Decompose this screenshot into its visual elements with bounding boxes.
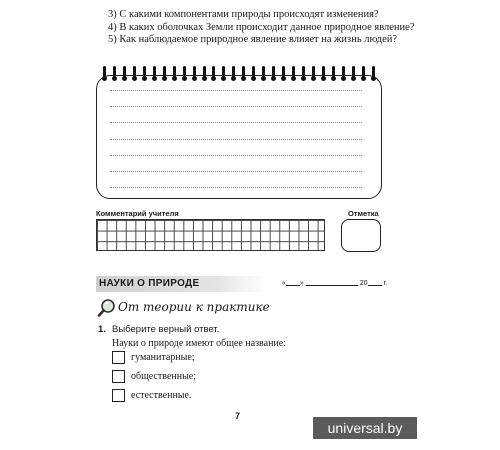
option-checkbox[interactable]: [112, 351, 125, 364]
date-month-blank[interactable]: [306, 285, 358, 286]
date-close-quote: »: [299, 280, 304, 287]
task-instruction: Выберите верный ответ.: [112, 324, 220, 335]
option-1[interactable]: [112, 351, 195, 364]
option-label: гуманитарные;: [131, 352, 195, 363]
option-3[interactable]: [112, 389, 191, 402]
answer-line[interactable]: [110, 187, 362, 188]
answer-line[interactable]: [110, 90, 362, 91]
option-label: общественные;: [131, 371, 197, 382]
mark-label: Отметка: [348, 209, 379, 218]
teacher-comment-grid[interactable]: [96, 219, 325, 251]
date-field[interactable]: [282, 280, 387, 287]
answer-line[interactable]: [110, 155, 362, 156]
watermark: universal.by: [313, 417, 417, 439]
subsection-title: От теории к практике: [118, 300, 270, 314]
date-year-prefix: 20: [359, 280, 368, 287]
option-checkbox[interactable]: [112, 370, 125, 383]
option-label: естественные.: [131, 390, 192, 401]
option-checkbox[interactable]: [112, 389, 125, 402]
task-question: Науки о природе имеют общее название:: [112, 338, 286, 349]
answer-lines[interactable]: [110, 90, 362, 203]
answer-line[interactable]: [110, 106, 362, 107]
question-4: 4) В каких оболочках Земли происходит данное природное явление?: [108, 21, 415, 33]
mark-box[interactable]: [341, 219, 381, 252]
date-open-quote: «: [282, 280, 286, 287]
page-number: 7: [235, 411, 241, 421]
magnifier-icon: [97, 298, 117, 318]
date-year-blank[interactable]: [368, 285, 382, 286]
option-2[interactable]: [112, 370, 196, 383]
date-year-suffix: г.: [383, 280, 388, 287]
answer-line[interactable]: [110, 139, 362, 140]
teacher-comment-label: Комментарий учителя: [96, 209, 179, 218]
question-3: 3) С какими компонентами природы происходят изменения?: [108, 9, 379, 20]
answer-line[interactable]: [110, 122, 362, 123]
task-number: 1.: [98, 324, 106, 335]
section-title: НАУКИ О ПРИРОДЕ: [99, 278, 200, 289]
answer-line[interactable]: [110, 171, 362, 172]
date-day-blank[interactable]: [286, 285, 300, 286]
question-5: 5) Как наблюдаемое природное явление влияет на жизнь людей?: [108, 34, 398, 45]
question-list: [108, 9, 414, 47]
